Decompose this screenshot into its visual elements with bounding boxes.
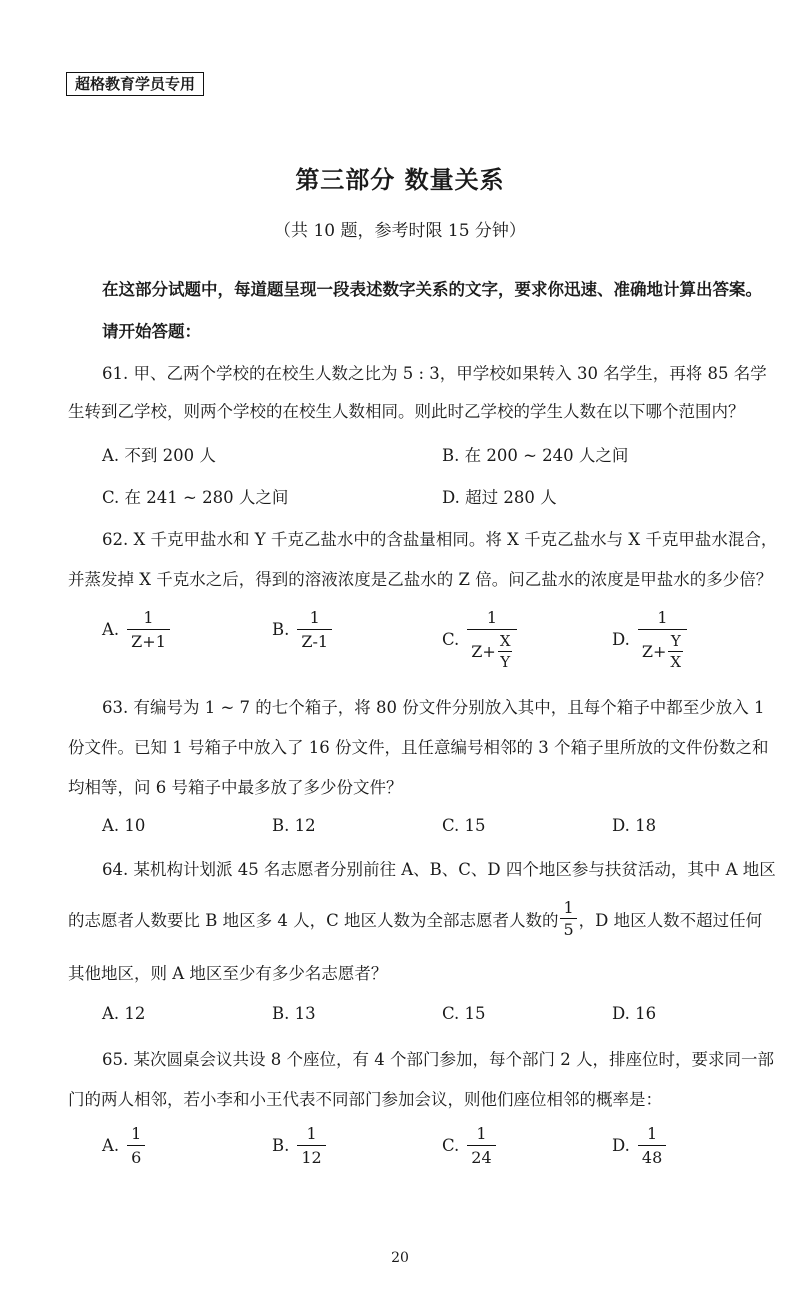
- q62-option-d: [612, 608, 687, 671]
- q64-option-a: A. 12: [102, 1004, 146, 1023]
- q65-option-d: [612, 1124, 666, 1167]
- q62-option-c-sub-denominator: Y: [500, 653, 511, 671]
- q64-stem-line2-post: ，D 地区人数不超过任何: [578, 910, 763, 930]
- q64-stem-line1: 64. 某机构计划派 45 名志愿者分别前往 A、B、C、D 四个地区参与扶贫活动，其中 A 地区: [102, 860, 776, 879]
- q65-option-d-fraction: [638, 1124, 666, 1167]
- q61-option-a: A. 不到 200 人: [102, 446, 216, 465]
- q62-stem-line2: 并蒸发掉 X 千克水之后，得到的溶液浓度是乙盐水的 Z 倍。问乙盐水的浓度是甲盐水的多少倍？: [68, 570, 773, 589]
- usage-stamp: 超格教育学员专用: [66, 72, 204, 96]
- q62-option-c: [442, 608, 517, 671]
- q61-option-b: B. 在 200 ~ 240 人之间: [442, 446, 629, 465]
- q62-option-d-fraction: [638, 608, 687, 671]
- q65-stem-line2: 门的两人相邻，若小李和小王代表不同部门参加会议，则他们座位相邻的概率是：: [68, 1090, 662, 1109]
- q65-option-c: [442, 1124, 496, 1167]
- q62-option-b: [272, 608, 332, 651]
- q61-stem-line1: 61. 甲、乙两个学校的在校生人数之比为 5 : 3，甲学校如果转入 30 名学生，再将 85 名学: [102, 364, 767, 383]
- q65-option-a-denominator: 6: [127, 1145, 145, 1167]
- section-title: 第三部分 数量关系: [295, 166, 505, 194]
- q62-option-d-denominator: [638, 629, 687, 671]
- q62-option-b-label: B.: [272, 620, 290, 639]
- q64-stem-line3: 其他地区，则 A 地区至少有多少名志愿者？: [68, 964, 388, 983]
- q63-option-b: B. 12: [272, 816, 316, 835]
- q61-stem-line2: 生转到乙学校，则两个学校的在校生人数相同。则此时乙学校的学生人数在以下哪个范围内？: [68, 402, 745, 421]
- q63-option-c: C. 15: [442, 816, 486, 835]
- q62-option-c-fraction: [467, 608, 516, 671]
- q62-stem-line1: 62. X 千克甲盐水和 Y 千克乙盐水中的含盐量相同。将 X 千克乙盐水与 X 千克甲盐水混合，: [102, 530, 778, 549]
- q65-option-a: [102, 1124, 145, 1167]
- q62-option-c-numerator: 1: [486, 608, 497, 627]
- q65-option-d-label: D.: [612, 1136, 630, 1155]
- q65-option-c-fraction: [467, 1124, 495, 1167]
- q64-option-d: D. 16: [612, 1004, 657, 1023]
- q65-option-a-label: A.: [102, 1136, 120, 1155]
- q62-option-d-sub-denominator: X: [670, 653, 682, 671]
- q65-option-b: [272, 1124, 326, 1167]
- q65-option-b-denominator: 12: [297, 1145, 325, 1167]
- q65-option-c-label: C.: [442, 1136, 460, 1155]
- q65-stem-line1: 65. 某次圆桌会议共设 8 个座位，有 4 个部门参加，每个部门 2 人，排座位时，要求同一部: [102, 1050, 774, 1069]
- q65-option-b-fraction: [297, 1124, 325, 1167]
- q65-option-c-numerator: 1: [476, 1124, 487, 1143]
- q63-stem-line2: 份文件。已知 1 号箱子中放入了 16 份文件，且任意编号相邻的 3 个箱子里所放的文件份数之和: [68, 738, 769, 757]
- q62-option-b-numerator: 1: [309, 608, 320, 627]
- q64-fraction-denominator: 5: [560, 918, 576, 939]
- q65-option-b-numerator: 1: [306, 1124, 317, 1143]
- section-subtitle: （共 10 题，参考时限 15 分钟）: [274, 221, 526, 241]
- section-instruction: 在这部分试题中，每道题呈现一段表述数字关系的文字，要求你迅速、准确地计算出答案。: [102, 280, 762, 299]
- q62-option-c-denominator: [467, 629, 516, 671]
- q64-option-c: C. 15: [442, 1004, 486, 1023]
- q62-option-d-den-prefix: Z+: [641, 642, 667, 661]
- q62-option-c-label: C.: [442, 630, 460, 649]
- q62-option-b-fraction: [297, 608, 332, 651]
- q62-option-d-subfraction: [668, 632, 683, 671]
- q62-option-a-fraction: [127, 608, 170, 651]
- q65-option-a-fraction: [127, 1124, 145, 1167]
- q65-option-b-label: B.: [272, 1136, 290, 1155]
- q62-option-d-sub-numerator: Y: [670, 632, 681, 650]
- q61-option-d: D. 超过 280 人: [442, 488, 557, 507]
- q65-option-a-numerator: 1: [131, 1124, 142, 1143]
- q64-fraction: [560, 898, 576, 939]
- page-number: 20: [391, 1250, 409, 1266]
- q63-option-d: D. 18: [612, 816, 657, 835]
- q63-stem-line3: 均相等，问 6 号箱子中最多放了多少份文件？: [68, 778, 403, 797]
- q61-option-c: C. 在 241 ~ 280 人之间: [102, 488, 289, 507]
- q64-option-b: B. 13: [272, 1004, 316, 1023]
- q63-stem-line1: 63. 有编号为 1 ~ 7 的七个箱子，将 80 份文件分别放入其中，且每个箱子中都至少放入 1: [102, 698, 765, 717]
- q64-stem-line2-pre: 的志愿者人数要比 B 地区多 4 人，C 地区人数为全部志愿者人数的: [68, 910, 559, 930]
- q62-option-a-numerator: 1: [143, 608, 154, 627]
- q64-stem-line2: [68, 898, 762, 939]
- q62-option-d-label: D.: [612, 630, 630, 649]
- q63-option-a: A. 10: [102, 816, 146, 835]
- q65-option-c-denominator: 24: [467, 1145, 495, 1167]
- q62-option-c-subfraction: [498, 632, 513, 671]
- q62-option-a: [102, 608, 170, 651]
- q62-option-c-den-prefix: Z+: [471, 642, 496, 661]
- q64-fraction-numerator: 1: [563, 898, 574, 917]
- q62-option-c-sub-numerator: X: [499, 632, 511, 650]
- q65-option-d-denominator: 48: [638, 1145, 666, 1167]
- q62-option-b-denominator: Z-1: [297, 629, 332, 651]
- start-prompt: 请开始答题：: [102, 322, 201, 341]
- q62-option-a-label: A.: [102, 620, 120, 639]
- q62-option-d-numerator: 1: [657, 608, 668, 627]
- q62-option-a-denominator: Z+1: [127, 629, 170, 651]
- q65-option-d-numerator: 1: [646, 1124, 658, 1143]
